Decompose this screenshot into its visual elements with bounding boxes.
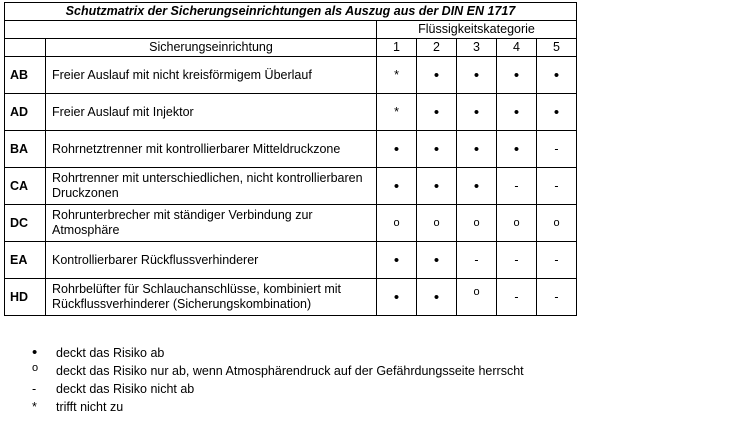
protection-matrix-table — [4, 2, 577, 316]
legend-item-not-covered — [30, 381, 524, 399]
protection-symbol-cat-5: • — [537, 94, 577, 131]
legend-symbol: * — [32, 400, 37, 414]
table-row — [5, 168, 577, 205]
protection-symbol-cat-3: o — [457, 279, 497, 316]
category-header: Flüssigkeitskategorie — [377, 21, 577, 39]
device-header: Sicherungseinrichtung — [46, 39, 377, 57]
legend-text: deckt das Risiko nur ab, wenn Atmosphärendruck auf der Gefährdungsseite herrscht — [56, 364, 524, 378]
device-description: Rohrunterbrecher mit ständiger Verbindung zur Atmosphäre — [46, 205, 377, 242]
protection-symbol-cat-3: • — [457, 57, 497, 94]
header-empty-cell — [5, 21, 377, 39]
category-number-1: 1 — [377, 39, 417, 57]
code-header-empty — [5, 39, 46, 57]
protection-symbol-cat-2: • — [417, 168, 457, 205]
protection-symbol-cat-4: - — [497, 242, 537, 279]
device-description: Freier Auslauf mit nicht kreisförmigem Überlauf — [46, 57, 377, 94]
device-description: Rohrtrenner mit unterschiedlichen, nicht kontrollierbaren Druckzonen — [46, 168, 377, 205]
table-row — [5, 242, 577, 279]
legend — [30, 345, 524, 417]
category-number-4: 4 — [497, 39, 537, 57]
protection-symbol-cat-3: • — [457, 168, 497, 205]
legend-text: deckt das Risiko ab — [56, 346, 165, 360]
protection-symbol-cat-2: • — [417, 242, 457, 279]
legend-symbol: o — [32, 362, 39, 374]
protection-symbol-cat-4: - — [497, 279, 537, 316]
protection-symbol-cat-5: o — [537, 205, 577, 242]
protection-symbol-cat-4: • — [497, 57, 537, 94]
category-number-2: 2 — [417, 39, 457, 57]
protection-symbol-cat-1: * — [377, 57, 417, 94]
legend-symbol: • — [32, 344, 38, 361]
protection-symbol-cat-3: • — [457, 94, 497, 131]
legend-text: trifft nicht zu — [56, 400, 124, 414]
table-row — [5, 94, 577, 131]
device-description: Freier Auslauf mit Injektor — [46, 94, 377, 131]
protection-symbol-cat-1: • — [377, 279, 417, 316]
protection-symbol-cat-3: o — [457, 205, 497, 242]
protection-symbol-cat-4: o — [497, 205, 537, 242]
protection-symbol-cat-2: • — [417, 131, 457, 168]
device-code: CA — [5, 168, 46, 205]
device-code: DC — [5, 205, 46, 242]
protection-symbol-cat-4: • — [497, 94, 537, 131]
table-row — [5, 131, 577, 168]
device-code: AB — [5, 57, 46, 94]
legend-item-covers — [30, 345, 524, 363]
device-description: Rohrnetztrenner mit kontrollierbarer Mitteldruckzone — [46, 131, 377, 168]
protection-symbol-cat-2: o — [417, 205, 457, 242]
device-description: Rohrbelüfter für Schlauchanschlüsse, kombiniert mit Rückflussverhinderer (Sicherungskombination) — [46, 279, 377, 316]
legend-symbol: - — [32, 382, 37, 396]
protection-symbol-cat-1: • — [377, 242, 417, 279]
legend-text: deckt das Risiko nicht ab — [56, 382, 195, 396]
protection-symbol-cat-1: o — [377, 205, 417, 242]
device-description: Kontrollierbarer Rückflussverhinderer — [46, 242, 377, 279]
protection-symbol-cat-4: • — [497, 131, 537, 168]
device-code: HD — [5, 279, 46, 316]
device-code: AD — [5, 94, 46, 131]
protection-symbol-cat-1: * — [377, 94, 417, 131]
protection-symbol-cat-5: - — [537, 279, 577, 316]
protection-symbol-cat-2: • — [417, 94, 457, 131]
legend-item-not-applicable — [30, 399, 524, 417]
protection-symbol-cat-5: - — [537, 242, 577, 279]
category-number-3: 3 — [457, 39, 497, 57]
protection-symbol-cat-5: - — [537, 131, 577, 168]
protection-symbol-cat-1: • — [377, 168, 417, 205]
device-code: BA — [5, 131, 46, 168]
protection-symbol-cat-2: • — [417, 279, 457, 316]
table-row — [5, 279, 577, 316]
protection-symbol-cat-2: • — [417, 57, 457, 94]
protection-symbol-cat-3: - — [457, 242, 497, 279]
protection-symbol-cat-4: - — [497, 168, 537, 205]
category-number-5: 5 — [537, 39, 577, 57]
protection-symbol-cat-1: • — [377, 131, 417, 168]
device-code: EA — [5, 242, 46, 279]
table-row — [5, 57, 577, 94]
table-title: Schutzmatrix der Sicherungseinrichtungen als Auszug aus der DIN EN 1717 — [5, 3, 577, 21]
protection-symbol-cat-5: • — [537, 57, 577, 94]
protection-symbol-cat-5: - — [537, 168, 577, 205]
protection-symbol-cat-3: • — [457, 131, 497, 168]
table-row — [5, 205, 577, 242]
legend-item-conditional — [30, 363, 524, 381]
